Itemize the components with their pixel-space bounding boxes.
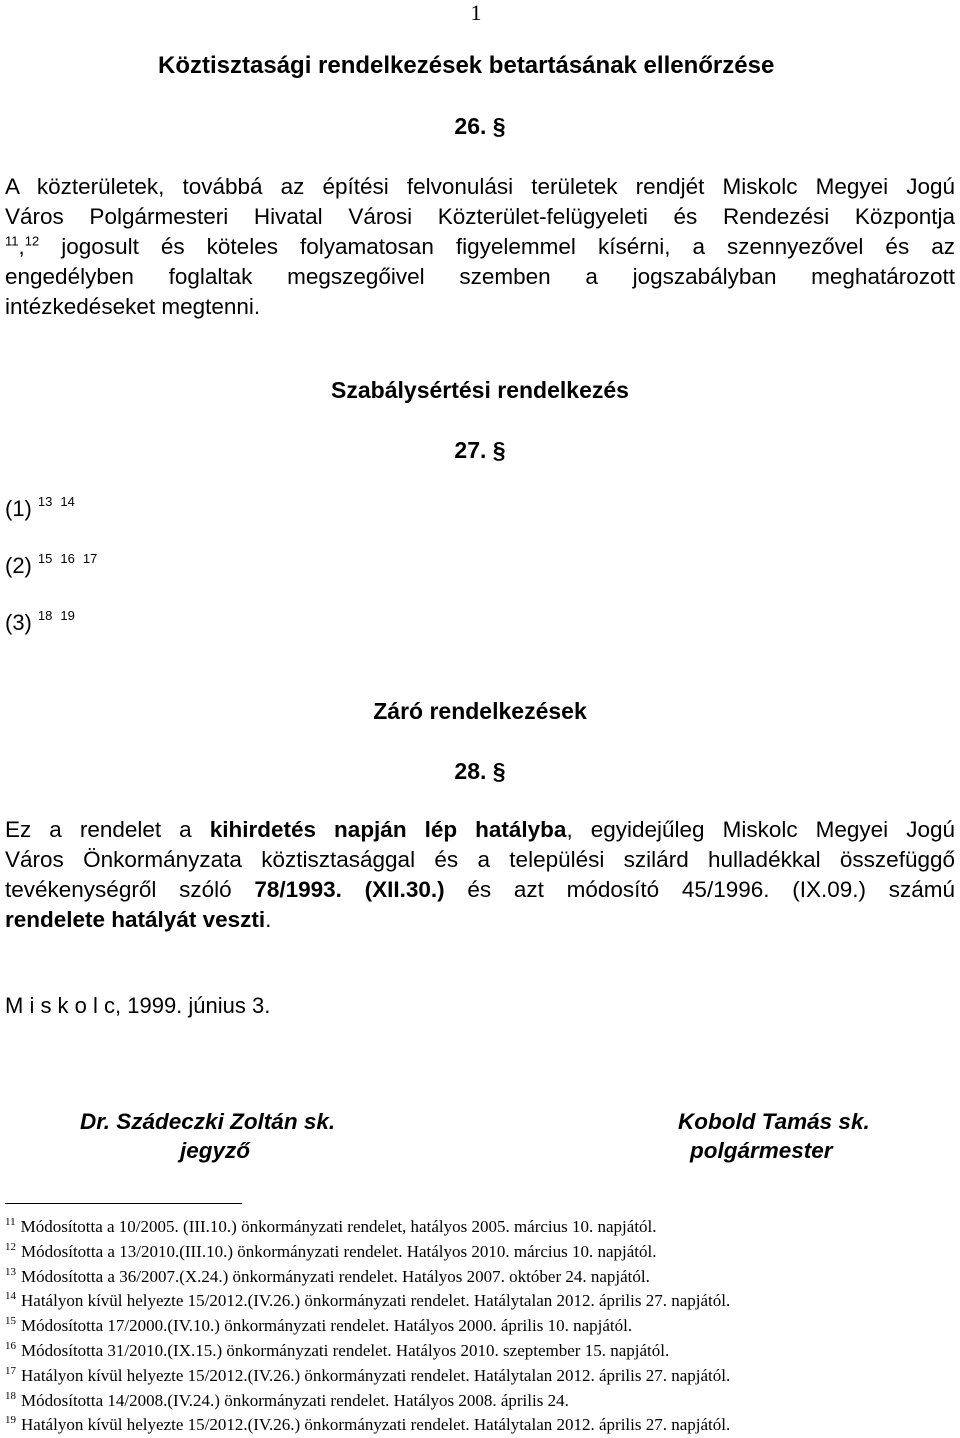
section-26-line-1: A közterületek, továbbá az építési felvonulási területek rendjét Miskolc Megyei Jogú (5, 174, 955, 199)
footnote-ref-13[interactable]: 13 (37, 494, 53, 509)
section-28-line-1: Ez a rendelet a kihirdetés napján lép hatályba, egyidejűleg Miskolc Megyei Jogú (5, 817, 955, 842)
signature-role-mayor: polgármester (690, 1138, 833, 1163)
section-28-line-2: Város Önkormányzata köztisztasággal és a települési szilárd hulladékkal összefüggő (5, 847, 955, 872)
signature-name-mayor: Kobold Tamás sk. (678, 1109, 870, 1134)
section-26-line-4: engedélyben foglaltak megszegőivel szemben a jogszabályban meghatározott (5, 264, 955, 289)
footnote-19: $^{19}$ Hatályon kívül helyezte 15/2012.(IV.26.) önkormányzati rendelet. Hatálytalan 2012. április 27. napjától. (5, 1414, 731, 1435)
footnote-ref-12[interactable]: 12 (24, 233, 40, 249)
footnote-12: $^{12}$ Módosította a 13/2010.(III.10.) önkormányzati rendelet. Hatályos 2010. március 10. napjától. (5, 1240, 657, 1261)
footnote-separator (5, 1203, 242, 1204)
footnote-ref-11[interactable]: 11 (5, 233, 19, 249)
signature-name-notary: Dr. Szádeczki Zoltán sk. (80, 1109, 336, 1134)
section-27-item-3: (3) $^{18}$ $^{19}$ (5, 608, 75, 635)
section-28-number: 28. § (454, 758, 506, 784)
section-26-line-2: Város Polgármesteri Hivatal Városi Közterület-felügyeleti és Rendezési Központja (5, 204, 955, 229)
section-28-heading: Záró rendelkezések (373, 698, 587, 724)
footnote-ref-19[interactable]: 19 (60, 608, 75, 623)
section-27-item-1: (1) $^{13}$ $^{14}$ (5, 494, 75, 521)
footnote-14: $^{14}$ Hatályon kívül helyezte 15/2012.(IV.26.) önkormányzati rendelet. Hatálytalan 2012. április 27. napjától. (5, 1290, 731, 1311)
place-and-date: M i s k o l c, 1999. június 3. (5, 993, 271, 1018)
section-27-heading: Szabálysértési rendelkezés (331, 377, 629, 403)
footnote-ref-15[interactable]: 15 (37, 551, 53, 566)
section-28-line-4: rendelete hatályát veszti. (5, 907, 272, 932)
footnote-ref-17[interactable]: 17 (82, 551, 98, 566)
section-27-item-2: (2) $^{15}$ $^{16}$ $^{17}$ (5, 551, 98, 578)
footnote-17: $^{17}$ Hatályon kívül helyezte 15/2012.(IV.26.) önkormányzati rendelet. Hatálytalan 2012. április 27. napjától. (5, 1364, 731, 1385)
section-28-paragraph (5, 815, 955, 935)
footnote-16: $^{16}$ Módosította 31/2010.(IX.15.) önkormányzati rendelet. Hatályos 2010. szeptember 15. napjától. (5, 1339, 670, 1360)
section-26-line-3: $^{11}$,$^{12}$ jogosult és köteles folyamatosan figyelemmel kísérni, a szennyezővel és az (5, 233, 955, 259)
footnote-ref-18[interactable]: 18 (37, 608, 53, 623)
section-28-line-3: tevékenységről szóló 78/1993. (XII.30.) és azt módosító 45/1996. (IX.09.) számú (5, 877, 955, 902)
footnote-15: $^{15}$ Módosította 17/2000.(IV.10.) önkormányzati rendelet. Hatályos 2000. április 10. napjától. (5, 1315, 633, 1336)
footnote-ref-16[interactable]: 16 (60, 551, 75, 566)
section-26-line-5: intézkedéseket megtenni. (5, 294, 261, 319)
footnotes (5, 1210, 955, 1433)
footnote-ref-14[interactable]: 14 (60, 494, 75, 509)
section-26-number: 26. § (454, 113, 506, 139)
section-27-number: 27. § (454, 437, 506, 463)
footnote-18: $^{18}$ Módosította 14/2008.(IV.24.) önkormányzati rendelet. Hatályos 2008. április 24. (5, 1389, 569, 1410)
document-title: Köztisztasági rendelkezések betartásának ellenőrzése (158, 52, 775, 79)
footnote-13: $^{13}$ Módosította a 36/2007.(X.24.) önkormányzati rendelet. Hatályos 2007. október 24. napjától. (5, 1265, 650, 1286)
footnote-11: $^{11}$ Módosította a 10/2005. (III.10.) önkormányzati rendelet, hatályos 2005. március 10. napjától. (5, 1216, 657, 1236)
page-number: 1 (470, 0, 482, 25)
section-26-paragraph (5, 172, 955, 322)
signature-role-notary: jegyző (180, 1138, 251, 1163)
